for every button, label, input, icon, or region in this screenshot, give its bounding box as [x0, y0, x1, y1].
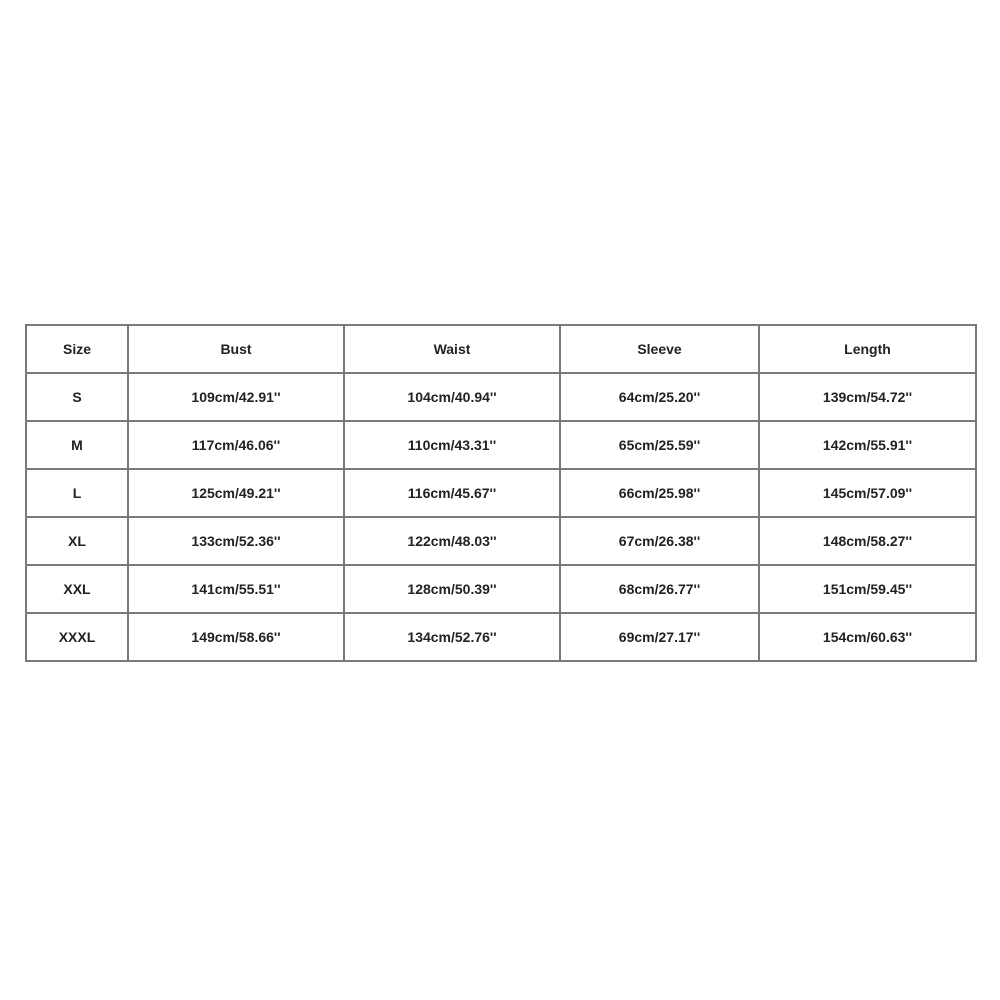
cell-waist: 110cm/43.31'' [344, 421, 560, 469]
cell-size: XXXL [26, 613, 128, 661]
cell-waist: 116cm/45.67'' [344, 469, 560, 517]
table-row [26, 517, 976, 565]
cell-bust: 125cm/49.21'' [128, 469, 344, 517]
table-row [26, 565, 976, 613]
cell-length: 154cm/60.63'' [759, 613, 976, 661]
cell-bust: 149cm/58.66'' [128, 613, 344, 661]
cell-sleeve: 69cm/27.17'' [560, 613, 759, 661]
cell-size: XXL [26, 565, 128, 613]
header-length: Length [759, 325, 976, 373]
header-row [26, 325, 976, 373]
cell-waist: 128cm/50.39'' [344, 565, 560, 613]
cell-length: 145cm/57.09'' [759, 469, 976, 517]
header-bust: Bust [128, 325, 344, 373]
table-row [26, 421, 976, 469]
cell-size: L [26, 469, 128, 517]
header-size: Size [26, 325, 128, 373]
header-waist: Waist [344, 325, 560, 373]
cell-waist: 122cm/48.03'' [344, 517, 560, 565]
cell-sleeve: 66cm/25.98'' [560, 469, 759, 517]
cell-sleeve: 64cm/25.20'' [560, 373, 759, 421]
cell-length: 139cm/54.72'' [759, 373, 976, 421]
cell-bust: 117cm/46.06'' [128, 421, 344, 469]
cell-size: XL [26, 517, 128, 565]
cell-length: 148cm/58.27'' [759, 517, 976, 565]
cell-bust: 133cm/52.36'' [128, 517, 344, 565]
cell-waist: 134cm/52.76'' [344, 613, 560, 661]
size-chart-header [26, 325, 976, 373]
cell-size: M [26, 421, 128, 469]
header-sleeve: Sleeve [560, 325, 759, 373]
cell-sleeve: 67cm/26.38'' [560, 517, 759, 565]
table-row [26, 613, 976, 661]
cell-waist: 104cm/40.94'' [344, 373, 560, 421]
cell-sleeve: 68cm/26.77'' [560, 565, 759, 613]
table-row [26, 373, 976, 421]
cell-sleeve: 65cm/25.59'' [560, 421, 759, 469]
cell-size: S [26, 373, 128, 421]
cell-length: 142cm/55.91'' [759, 421, 976, 469]
cell-bust: 109cm/42.91'' [128, 373, 344, 421]
cell-bust: 141cm/55.51'' [128, 565, 344, 613]
size-chart-body [26, 373, 976, 661]
cell-length: 151cm/59.45'' [759, 565, 976, 613]
table-row [26, 469, 976, 517]
size-chart-table [25, 324, 977, 662]
